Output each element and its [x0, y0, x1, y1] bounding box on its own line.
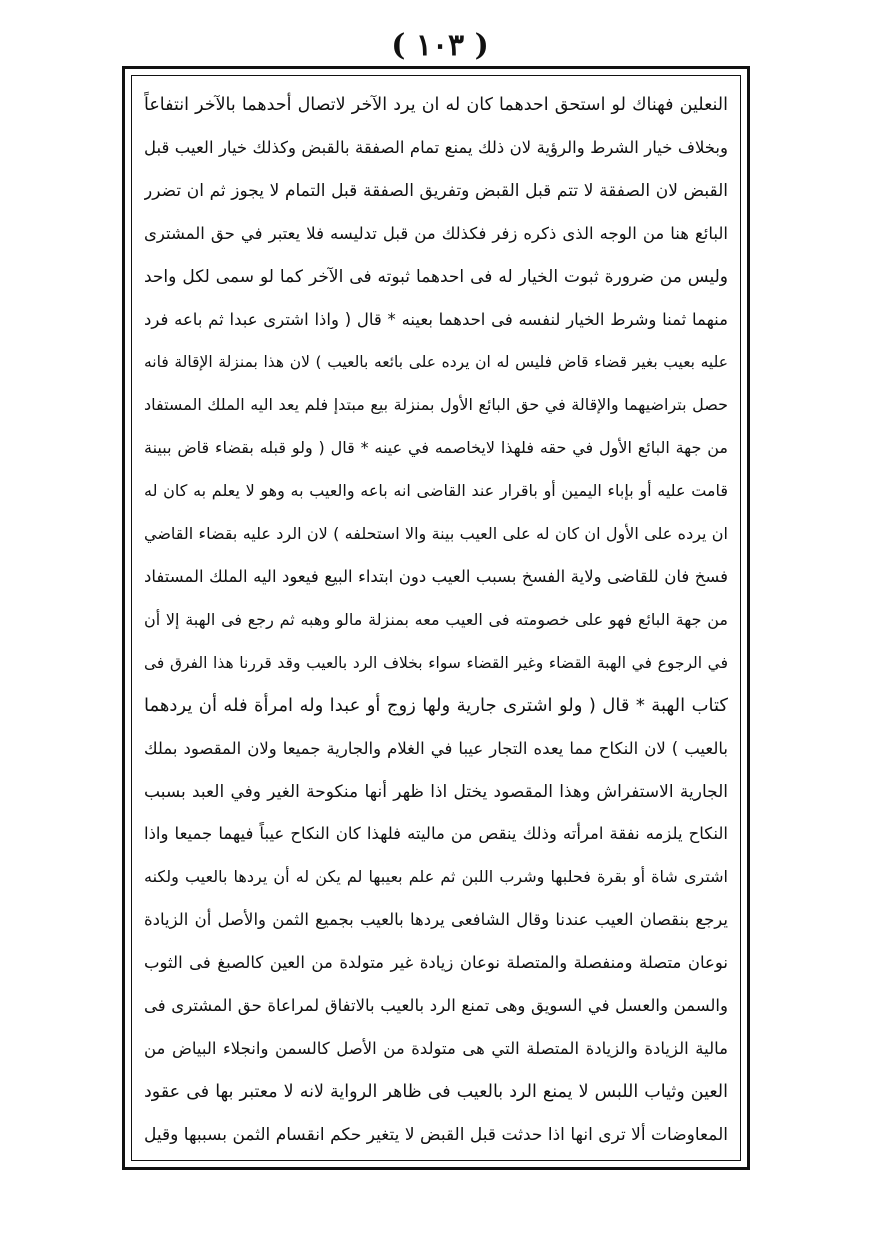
text-line: البائع هنا من الوجه الذى ذكره زفر فكذلك من قبل تدليسه فلا يعتبر في حق المشترى — [144, 223, 728, 243]
text-line: في الرجوع في الهبة القضاء وغير القضاء سواء بخلاف الرد بالعيب وقد قررنا هذا الفرق فى — [144, 653, 728, 672]
text-line: والسمن والعسل في السويق وهى تمنع الرد بالعيب بالاتفاق لمراعاة حق المشترى فى — [144, 996, 728, 1016]
text-line: بالعيب ) لان النكاح مما يعده التجار عيبا في الغلام والجارية جميعا ولان المقصود بملك — [144, 738, 728, 758]
text-line: عليه بعيب بغير قضاء قاض فليس له ان يرده على بائعه بالعيب ) لان هذا بمنزلة الإقالة فانه — [144, 353, 728, 372]
text-line: يرجع بنقصان العيب عندنا وقال الشافعى يردها بالعيب بجميع الثمن والأصل أن الزيادة — [144, 910, 728, 930]
page-frame — [122, 66, 750, 1170]
text-line: نوعان متصلة ومنفصلة والمتصلة نوعان زيادة غير متولدة من العين كالصبغ فى الثوب — [144, 953, 728, 973]
page-inner-frame — [131, 75, 741, 1161]
text-line: القبض لان الصفقة لا تتم قبل القبض وتفريق الصفقة قبل التمام لا يجوز ثم ان تضرر — [144, 180, 728, 201]
text-line: وبخلاف خيار الشرط والرؤية لان ذلك يمنع تمام الصفقة بالقبض وكذلك خيار العيب قبل — [144, 137, 728, 157]
text-line: منهما ثمنا وشرط الخيار لنفسه فى احدهما بعينه * قال ( واذا اشترى عبدا ثم باعه فرد — [144, 309, 728, 329]
text-line: حصل بتراضيهما والإقالة في حق البائع الأول بمنزلة بيع مبتدإ فلم يعد اليه الملك المستفاد — [144, 395, 728, 415]
text-line: العين وثياب اللبس لا يمنع الرد بالعيب فى ظاهر الرواية لانه لا معتبر بها فى عقود — [144, 1081, 728, 1102]
text-line: فسخ فان للقاضى ولاية الفسخ بسبب العيب دون ابتداء البيع فيعود اليه الملك المستفاد — [144, 566, 728, 586]
text-line: من جهة البائع الأول في حقه فلهذا لايخاصمه في عينه * قال ( ولو قبله بقضاء قاض ببينة — [144, 438, 728, 458]
text-line: الجارية الاستفراش وهذا المقصود يختل اذا ظهر أنها منكوحة الغير وفي العبد بسبب — [144, 781, 728, 802]
text-line: النعلين فهناك لو استحق احدهما كان له ان يرد الآخر لاتصال أحدهما بالآخر انتفاعاً — [144, 95, 728, 115]
text-line: مالية الزيادة والزيادة المتصلة التي هى متولدة من الأصل كالسمن وانجلاء البياض من — [144, 1038, 728, 1058]
text-line: اشترى شاة أو بقرة فحلبها وشرب اللبن ثم علم بعيبها لم يكن له أن يردها بالعيب ولكنه — [144, 867, 728, 887]
text-line: من جهة البائع فهو على خصومته فى العيب معه بمنزلة مالو وهبه ثم رجع فى الهبة إلا أن — [144, 609, 728, 629]
text-line: النكاح يلزمه نفقة امرأته وذلك ينقص من ماليته فلهذا كان النكاح عيباً فيهما جميعا واذا — [144, 824, 728, 844]
text-line: ان يرده على الأول ان كان له على العيب بينة والا استحلفه ) لان الرد عليه بقضاء القاضي — [144, 524, 728, 544]
page-number: ( ١٠٣ ) — [391, 28, 489, 63]
text-line: المعاوضات ألا ترى انها اذا حدثت قبل القبض لا يتغير حكم انقسام الثمن بسببها وقيل — [144, 1124, 728, 1145]
text-line: كتاب الهبة * قال ( ولو اشترى جارية ولها زوج أو عبدا وله امرأة فله أن يردهما — [144, 694, 728, 716]
body-text — [144, 90, 728, 1150]
text-line: قامت عليه أو بإباء اليمين أو باقرار عند القاضى انه باعه والعيب به وهو لا يعلم به كان له — [144, 481, 728, 501]
text-line: وليس من ضرورة ثبوت الخيار له فى احدهما ثبوته فى الآخر كما لو سمى لكل واحد — [144, 266, 728, 287]
